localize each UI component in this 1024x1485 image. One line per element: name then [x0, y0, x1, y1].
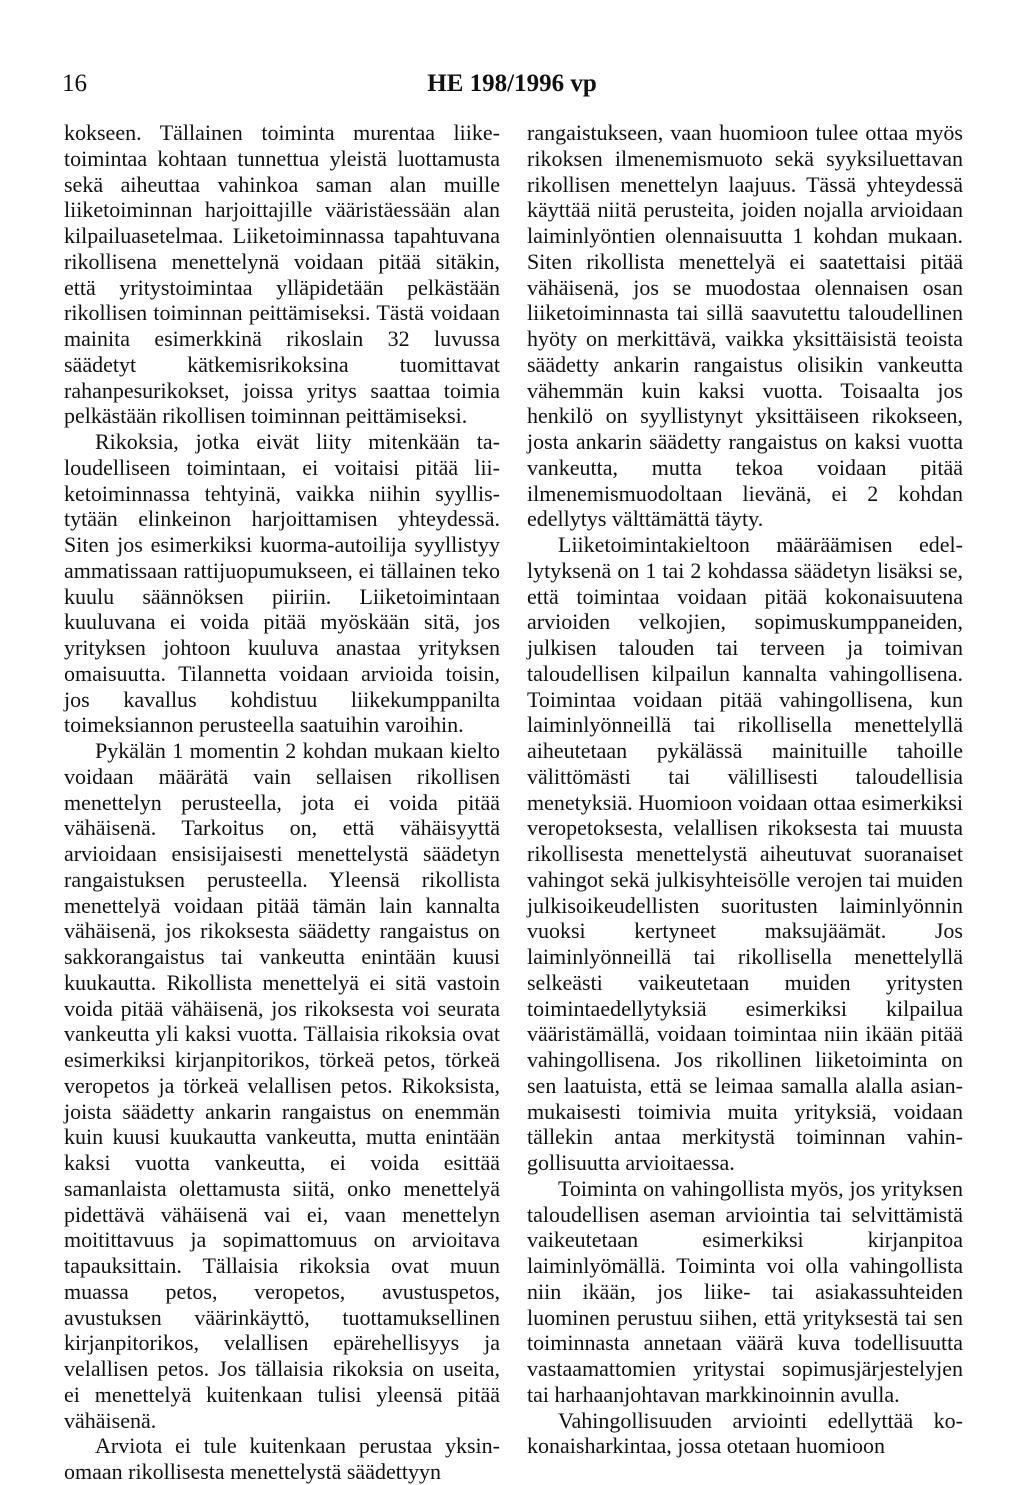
left-column — [64, 120, 500, 1485]
paragraph: rangaistukseen, vaan huomioon tulee ottaa myös rikoksen ilmenemismuoto sekä syyksiluettavan rikollisen menettelyn laajuus. Tässä yhteydessä käyttää niitä perusteita, joiden nojalla arvioidaan laiminlyöntien olennaisuutta 1 kohdan mukaan. Siten rikollista menettelyä ei saatettaisi pitää vähäisenä, jos se muodostaa olennaisen osan liiketoiminnasta tai sillä saavutettu taloudellinen hyöty on merkittävä, vaikka yksittäisistä teoista säädetty ankarin rangaistus olisikin vankeutta vähemmän kuin kaksi vuotta. Toisaalta jos henkilö on syyllistynyt yksittäiseen rikokseen, josta ankarin säädetty rangaistus on kaksi vuotta vankeutta, mutta tekoa voidaan pitää ilmenemismuodoltaan lievänä, ei 2 kohdan edellytys välttämättä täyty. — [527, 120, 963, 532]
paragraph: Vahingollisuuden arviointi edellyttää kokonaisharkintaa, jossa otetaan huomioon — [527, 1407, 963, 1459]
paragraph: Arviota ei tule kuitenkaan perustaa yksinomaan rikollisesta menettelystä säädettyyn — [64, 1433, 500, 1484]
paragraph: Toiminta on vahingollista myös, jos yrityksen taloudellisen aseman arviointia tai selvittämistä vaikeutetaan esimerkiksi kirjanpitoa laiminlyömällä. Toiminta voi olla vahingollista niin ikään, jos liike- tai asiakassuhteiden luominen perustuu siihen, että yrityksestä tai sen toiminnasta annetaan väärä kuva todellisuutta vastaamattomien yritystai sopimusjärjestelyjen tai harhaanjohtavan markkinoinnin avulla. — [527, 1175, 963, 1407]
paragraph: Liiketoimintakieltoon määräämisen edellytyksenä on 1 tai 2 kohdassa säädetyn lisäksi se, että toimintaa voidaan pitää kokonaisuutena arvioiden velkojien, sopimuskumppaneiden, julkisen talouden tai terveen ja toimivan taloudellisen kilpailun kannalta vahingollisena. Toimintaa voidaan pitää vahingollisena, kun laiminlyönneillä tai rikollisella menettelyllä aiheutetaan pykälässä mainituille tahoille välittömästi tai välillisesti taloudellisia menetyksiä. Huomioon voidaan ottaa esimerkiksi veropetoksesta, velallisen rikoksesta tai muusta rikollisesta menettelystä aiheutuvat suoranaiset vahingot sekä julkisyhteisölle verojen tai muiden julkisoikeudellisten suoritusten laiminlyönnin vuoksi kertyneet maksujäämät. Jos laiminlyönneillä tai rikollisella menettelyllä selkeästi vaikeutetaan muiden yritysten toimintaedellytyksiä esimerkiksi kilpailua vääristämällä, voidaan toimintaa niin ikään pitää vahingollisena. Jos rikollinen liiketoiminta on sen laatuista, että se leimaa samalla alalla asianmukaisesti toimivia muita yrityksiä, voidaan tällekin antaa merkitystä toiminnan vahingollisuutta arvioitaessa. — [527, 532, 963, 1175]
paragraph: kokseen. Tällainen toiminta murentaa liiketoimintaa kohtaan tunnettua yleistä luottamusta sekä aiheuttaa vahinkoa saman alan muille liiketoiminnan harjoittajille vääristäessään alan kilpailuasetelmaa. Liiketoiminnassa tapahtuvana rikollisena menettelynä voidaan pitää sitäkin, että yritystoimintaa ylläpidetään pelkästään rikollisen toiminnan peittämiseksi. Tästä voidaan mainita esimerkkinä rikoslain 32 luvussa säädetyt kätkemisrikoksina tuomittavat rahanpesurikokset, joissa yritys saattaa toimia pelkästään rikollisen toiminnan peittämiseksi. — [64, 120, 500, 429]
page-number: 16 — [62, 70, 87, 97]
document-identifier: HE 198/1996 vp — [427, 70, 597, 97]
page-header — [62, 70, 962, 106]
paragraph: Rikoksia, jotka eivät liity mitenkään taloudelliseen toimintaan, ei voitaisi pitää liiketoiminnassa tehtyinä, vaikka niihin syyllistytään elinkeinon harjoittamisen yhteydessä. Siten jos esimerkiksi kuorma-autoilija syyllistyy ammatissaan rattijuopumukseen, ei tällainen teko kuulu säännöksen piiriin. Liiketoimintaan kuuluvana ei voida pitää myöskään sitä, jos yrityksen johtoon kuuluva anastaa yrityksen omaisuutta. Tilannetta voidaan arvioida toisin, jos kavallus kohdistuu liikekumppanilta toimeksiannon perusteella saatuihin varoihin. — [64, 429, 500, 738]
paragraph: Pykälän 1 momentin 2 kohdan mukaan kielto voidaan määrätä vain sellaisen rikollisen menettelyn perusteella, jota ei voida pitää vähäisenä. Tarkoitus on, että vähäisyyttä arvioidaan ensisijaisesti menettelystä säädetyn rangaistuksen perusteella. Yleensä rikollista menettelyä voidaan pitää tämän lain kannalta vähäisenä, jos rikoksesta säädetty rangaistus on sakkorangaistus tai vankeutta enintään kuusi kuukautta. Rikollista menettelyä ei sitä vastoin voida pitää vähäisenä, jos rikoksesta voi seurata vankeutta yli kaksi vuotta. Tällaisia rikoksia ovat esimerkiksi kirjanpitorikos, törkeä petos, törkeä veropetos ja törkeä velallisen petos. Rikoksista, joista säädetty ankarin rangaistus on enemmän kuin kuusi kuukautta vankeutta, mutta enintään kaksi vuotta vankeutta, ei voida esittää samanlaista olettamusta siitä, onko menettelyä pidettävä vähäisenä vai ei, vaan menettelyn moitittavuus ja sopimattomuus on arvioitava tapauksittain. Tällaisia rikoksia ovat muun muassa petos, veropetos, avustuspetos, avustuksen väärinkäyttö, tuottamuksellinen kirjanpitorikos, velallisen epärehellisyys ja velallisen petos. Jos tällaisia rikoksia on useita, ei menettelyä kuitenkaan tulisi yleensä pitää vähäisenä. — [64, 738, 500, 1433]
right-column — [527, 120, 963, 1459]
